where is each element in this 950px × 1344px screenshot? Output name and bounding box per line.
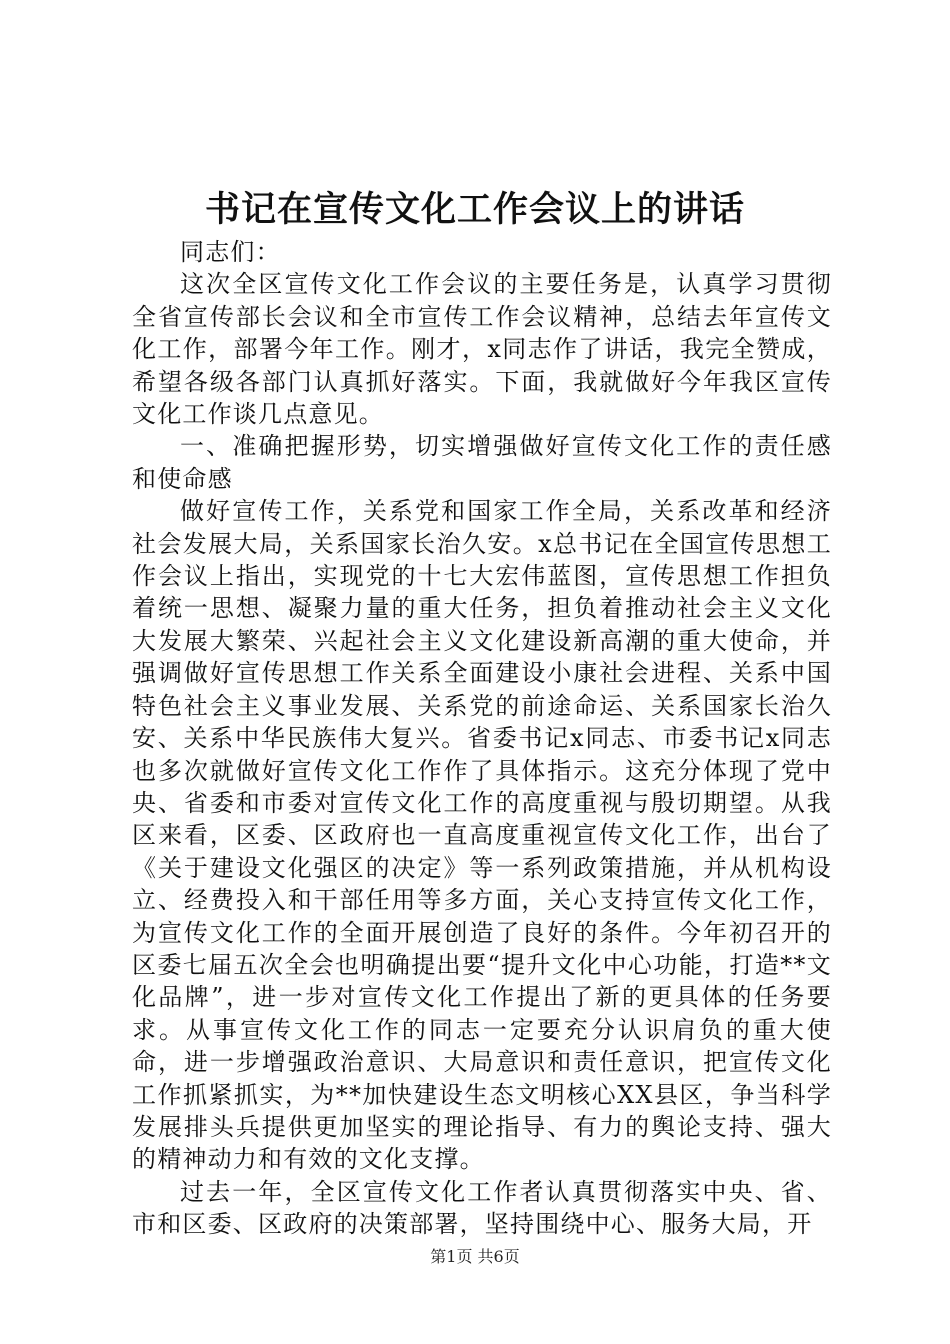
- page-footer: 第1页 共6页: [430, 1247, 520, 1266]
- document-body: [132, 236, 832, 1241]
- paragraph-intro: 这次全区宣传文化工作会议的主要任务是，认真学习贯彻全省宣传部长会议和全市宣传工作会议精神，总结去年宣传文化工作，部署今年工作。刚才，x同志作了讲话，我完全赞成，希望各级各部门认真抓好落实。下面，我就做好今年我区宣传文化工作谈几点意见。: [132, 270, 832, 429]
- section-heading-1: 一、准确把握形势，切实增强做好宣传文化工作的责任感和使命感: [132, 432, 832, 493]
- paragraph-body-2: 过去一年，全区宣传文化工作者认真贯彻落实中央、省、市和区委、区政府的决策部署，坚持围绕中心、服务大局，开: [132, 1177, 832, 1239]
- paragraph-body-1: 做好宣传工作，关系党和国家工作全局，关系改革和经济社会发展大局，关系国家长治久安。x总书记在全国宣传思想工作会议上指出，实现党的十七大宏伟蓝图，宣传思想工作担负着统一思想、凝聚力量的重大任务，担负着推动社会主义文化大发展大繁荣、兴起社会主义文化建设新高潮的重大使命，并强调做好宣传思想工作关系全面建设小康社会进程、关系中国特色社会主义事业发展、关系党的前途命运、关系国家长治久安、关系中华民族伟大复兴。省委书记x同志、市委书记x同志也多次就做好宣传文化工作作了具体指示。这充分体现了党中央、省委和市委对宣传文化工作的高度重视与殷切期望。从我区来看，区委、区政府也一直高度重视宣传文化工作，出台了《关于建设文化强区的决定》等一系列政策措施，并从机构设立、经费投入和干部任用等多方面，关心支持宣传文化工作，为宣传文化工作的全面开展创造了良好的条件。今年初召开的区委七届五次全会也明确提出要“提升文化中心功能，打造**文化品牌”，进一步对宣传文化工作提出了新的更具体的任务要求。从事宣传文化工作的同志一定要充分认识肩负的重大使命，进一步增强政治意识、大局意识和责任意识，把宣传文化工作抓紧抓实，为**加快建设生态文明核心XX县区，争当科学发展排头兵提供更加坚实的理论指导、有力的舆论支持、强大的精神动力和有效的文化支撑。: [132, 497, 832, 1174]
- document-title: 书记在宣传文化工作会议上的讲话: [204, 189, 745, 230]
- paragraph-salutation: 同志们：: [180, 238, 281, 266]
